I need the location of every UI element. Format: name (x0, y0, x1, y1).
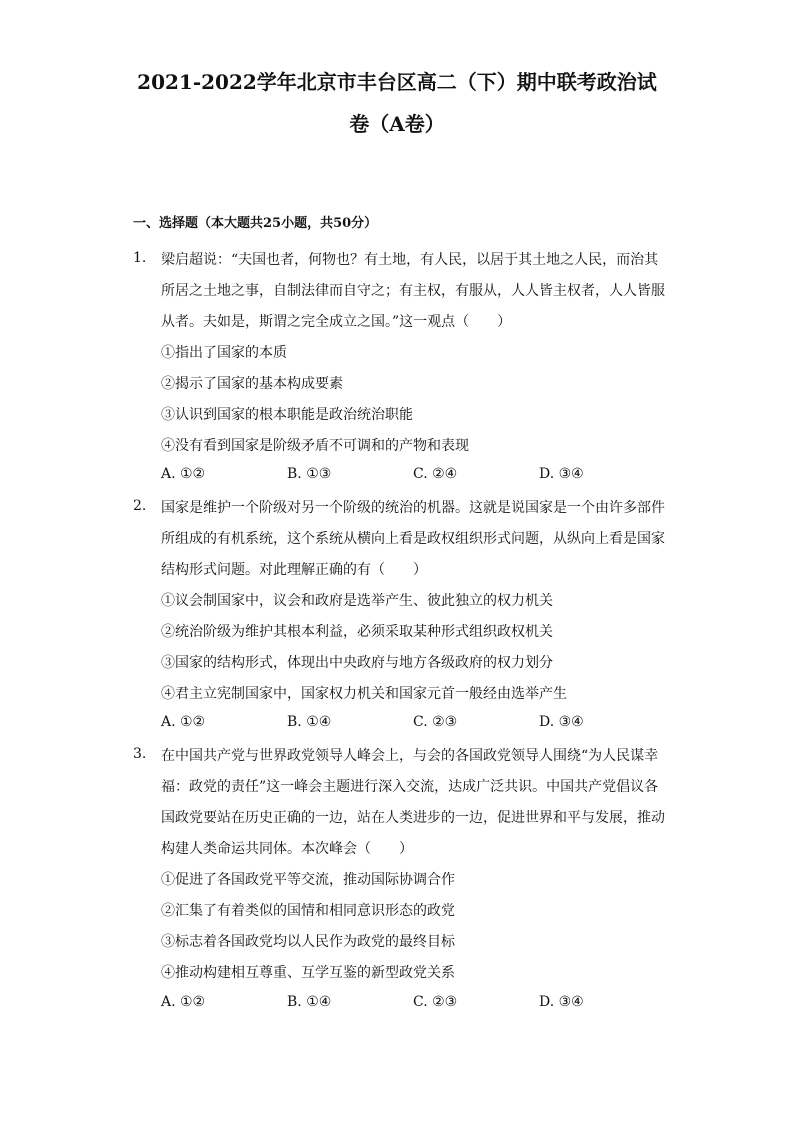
question-1-stem-line-1: 梁启超说：“夫国也者，何物也？有土地，有人民，以居于其土地之人民，而治其 (161, 252, 659, 268)
question-3-stem-line-1: 在中国共产党与世界政党领导人峰会上，与会的各国政党领导人围绕“为人民谋幸 (161, 748, 659, 764)
question-1-stem-line-2: 所居之土地之事，自制法律而自守之；有主权，有服从，人人皆主权者，人人皆服 (161, 283, 665, 299)
question-2-statement-2: ②统治阶级为维护其根本利益，必须采取某种形式组织政权机关 (161, 624, 553, 640)
question-3-option-a: A. ①② (161, 994, 206, 1010)
question-2-option-b: B. ①④ (287, 714, 332, 730)
question-2-statement-3: ③国家的结构形式，体现出中央政府与地方各级政府的权力划分 (161, 655, 553, 671)
question-2-number: 2. (133, 498, 147, 514)
question-2-option-d: D. ③④ (539, 714, 584, 730)
question-1-option-d: D. ③④ (539, 466, 584, 482)
question-3-stem-line-3: 国政党要站在历史正确的一边，站在人类进步的一边，促进世界和平与发展，推动 (161, 810, 665, 826)
question-3-option-c: C. ②③ (413, 994, 458, 1010)
question-1-option-c: C. ②④ (413, 466, 458, 482)
question-1-option-a: A. ①② (161, 466, 206, 482)
question-3-option-d: D. ③④ (539, 994, 584, 1010)
question-3-statement-3: ③标志着各国政党均以人民作为政党的最终目标 (161, 934, 455, 950)
question-2-stem-line-2: 所组成的有机系统，这个系统从横向上看是政权组织形式问题，从纵向上看是国家 (161, 531, 665, 547)
question-1-statement-1: ①指出了国家的本质 (161, 345, 287, 361)
question-1-number: 1. (133, 250, 147, 266)
question-2-statement-4: ④君主立宪制国家中，国家权力机关和国家元首一般经由选举产生 (161, 686, 567, 702)
question-1-statement-4: ④没有看到国家是阶级矛盾不可调和的产物和表现 (161, 438, 469, 454)
question-1-stem-line-3: 从者。夫如是，斯谓之完全成立之国。”这一观点（ ） (161, 314, 512, 330)
question-3-statement-4: ④推动构建相互尊重、互学互鉴的新型政党关系 (161, 965, 455, 981)
question-3-stem-line-2: 福：政党的责任”这一峰会主题进行深入交流，达成广泛共识。中国共产党倡议各 (161, 779, 659, 795)
question-2-stem-line-1: 国家是维护一个阶级对另一个阶级的统治的机器。这就是说国家是一个由许多部件 (161, 500, 665, 516)
question-3-stem-line-4: 构建人类命运共同体。本次峰会（ ） (161, 841, 413, 857)
exam-title-line-2: 卷（A卷） (349, 112, 445, 136)
question-3-statement-1: ①促进了各国政党平等交流，推动国际协调合作 (161, 872, 455, 888)
exam-title-line-1: 2021-2022学年北京市丰台区高二（下）期中联考政治试 (137, 70, 657, 94)
question-3-option-b: B. ①④ (287, 994, 332, 1010)
question-2-option-a: A. ①② (161, 714, 206, 730)
section-heading: 一、选择题（本大题共25小题，共50分） (133, 216, 378, 231)
question-1-statement-2: ②揭示了国家的基本构成要素 (161, 376, 343, 392)
question-3-number: 3. (133, 746, 147, 762)
question-2-stem-line-3: 结构形式问题。对此理解正确的有（ ） (161, 562, 427, 578)
question-3-statement-2: ②汇集了有着类似的国情和相同意识形态的政党 (161, 903, 455, 919)
question-2-option-c: C. ②③ (413, 714, 458, 730)
question-2-statement-1: ①议会制国家中，议会和政府是选举产生、彼此独立的权力机关 (161, 593, 553, 609)
question-1-statement-3: ③认识到国家的根本职能是政治统治职能 (161, 407, 413, 423)
question-1-option-b: B. ①③ (287, 466, 332, 482)
